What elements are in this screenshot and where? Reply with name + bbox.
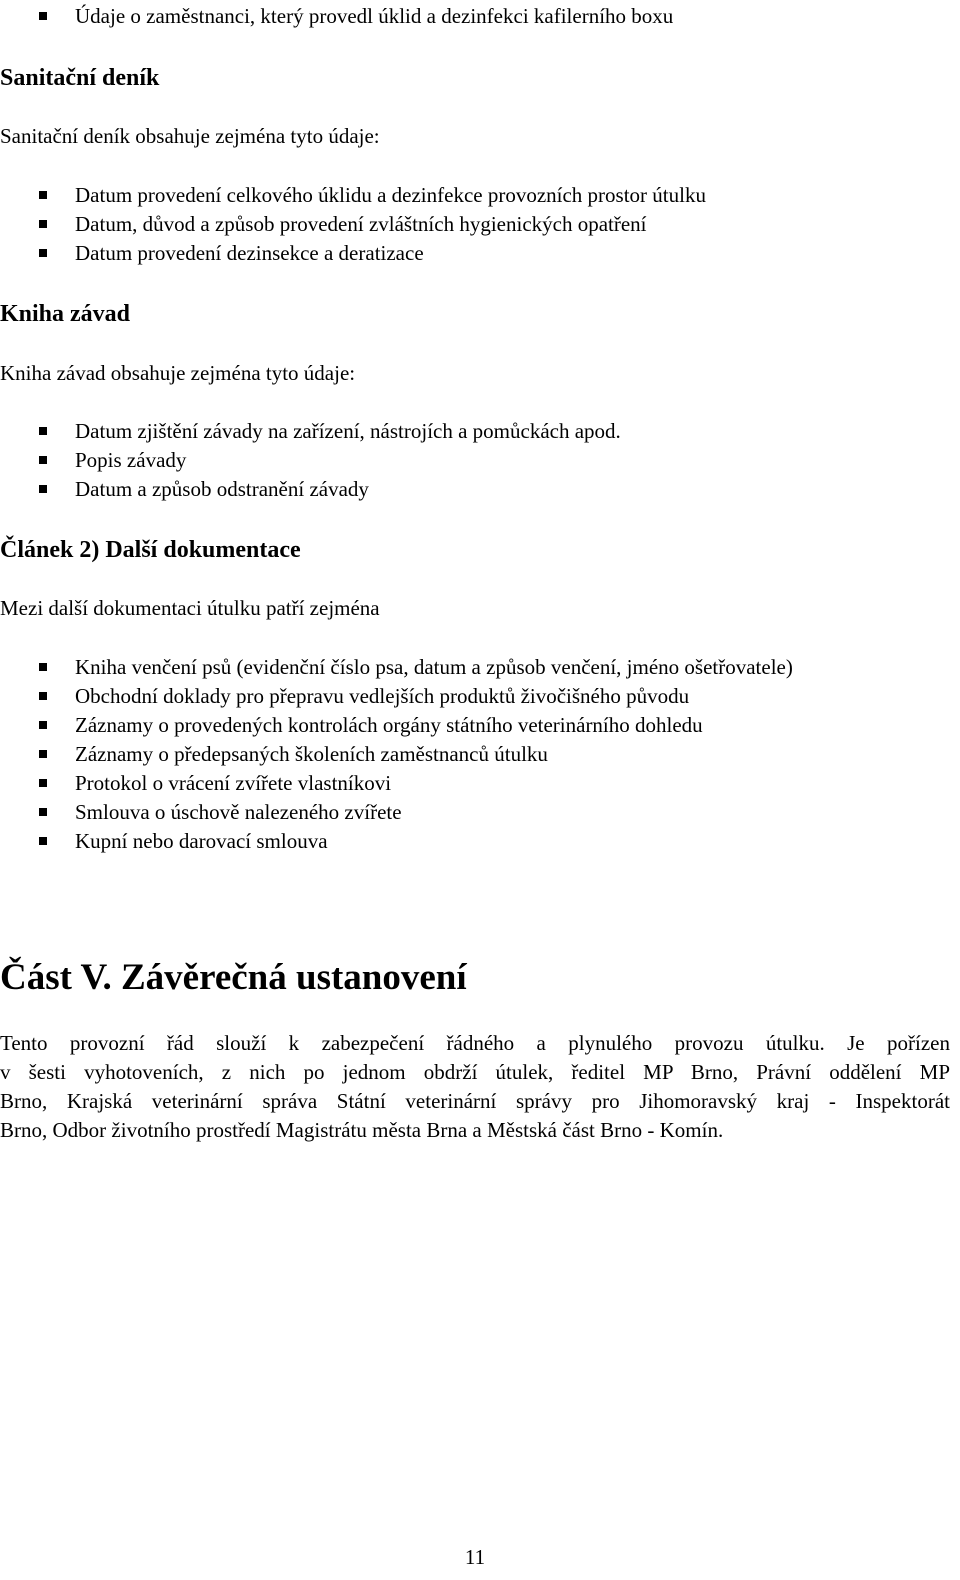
list-item <box>0 711 793 740</box>
list-item <box>0 653 793 682</box>
list-item-text: Datum a způsob odstranění závady <box>75 477 369 501</box>
square-bullet-icon <box>39 663 47 671</box>
square-bullet-icon <box>39 220 47 228</box>
square-bullet-icon <box>39 721 47 729</box>
list-item-text: Obchodní doklady pro přepravu vedlejších produktů živočišného původu <box>75 684 690 708</box>
section-heading-sanitacni-denik: Sanitační deník <box>0 65 160 91</box>
section-intro-kniha-zavad: Kniha závad obsahuje zejména tyto údaje: <box>0 361 356 385</box>
list-item-text: Údaje o zaměstnanci, který provedl úklid a dezinfekci kafilerního boxu <box>75 4 674 28</box>
list-item-text: Kniha venčení psů (evidenční číslo psa, datum a způsob venčení, jméno ošetřovatele) <box>75 655 793 679</box>
sanitacni-denik-list <box>0 181 706 268</box>
square-bullet-icon <box>39 808 47 816</box>
square-bullet-icon <box>39 456 47 464</box>
square-bullet-icon <box>39 249 47 257</box>
list-item-text: Protokol o vrácení zvířete vlastníkovi <box>75 771 392 795</box>
square-bullet-icon <box>39 779 47 787</box>
square-bullet-icon <box>39 750 47 758</box>
list-item-text: Datum zjištění závady na zařízení, nástrojích a pomůckách apod. <box>75 419 621 443</box>
part-heading-cast-v: Část V. Závěrečná ustanovení <box>0 957 467 998</box>
paragraph-line: Brno, Krajská veterinární správa Státní veterinární správy pro Jihomoravský kraj - Inspektorát <box>0 1089 950 1113</box>
paragraph-line: Tento provozní řád slouží k zabezpečení řádného a plynulého provozu útulku. Je pořízen <box>0 1031 950 1055</box>
square-bullet-icon <box>39 427 47 435</box>
list-item-text: Datum, důvod a způsob provedení zvláštních hygienických opatření <box>75 212 647 236</box>
list-item <box>0 682 793 711</box>
square-bullet-icon <box>39 837 47 845</box>
list-item-text: Záznamy o provedených kontrolách orgány státního veterinárního dohledu <box>75 713 703 737</box>
page-number: 11 <box>464 1545 486 1569</box>
list-item <box>0 210 706 239</box>
list-item-text: Popis závady <box>75 448 187 472</box>
top-bullet-list <box>0 2 673 31</box>
square-bullet-icon <box>39 485 47 493</box>
clanek-2-list <box>0 653 793 856</box>
list-item <box>0 239 706 268</box>
list-item <box>0 417 621 446</box>
square-bullet-icon <box>39 191 47 199</box>
list-item-text: Datum provedení celkového úklidu a dezinfekce provozních prostor útulku <box>75 183 706 207</box>
paragraph-line: v šesti vyhotoveních, z nich po jednom obdrží útulek, ředitel MP Brno, Právní oddělení MP <box>0 1060 950 1084</box>
square-bullet-icon <box>39 12 47 20</box>
closing-paragraph <box>0 1029 950 1145</box>
section-heading-clanek-2: Článek 2) Další dokumentace <box>0 537 301 563</box>
list-item-text: Datum provedení dezinsekce a deratizace <box>75 241 424 265</box>
square-bullet-icon <box>39 692 47 700</box>
list-item <box>0 740 793 769</box>
list-item-text: Kupní nebo darovací smlouva <box>75 829 328 853</box>
list-item-text: Smlouva o úschově nalezeného zvířete <box>75 800 402 824</box>
list-item <box>0 798 793 827</box>
kniha-zavad-list <box>0 417 621 504</box>
list-item <box>0 475 621 504</box>
paragraph-line: Brno, Odbor životního prostředí Magistrátu města Brna a Městská část Brno - Komín. <box>0 1118 724 1142</box>
list-item <box>0 2 673 31</box>
list-item <box>0 769 793 798</box>
section-intro-sanitacni-denik: Sanitační deník obsahuje zejména tyto údaje: <box>0 124 380 148</box>
list-item <box>0 446 621 475</box>
section-intro-clanek-2: Mezi další dokumentaci útulku patří zejména <box>0 596 380 620</box>
list-item <box>0 827 793 856</box>
list-item-text: Záznamy o předepsaných školeních zaměstnanců útulku <box>75 742 548 766</box>
section-heading-kniha-zavad: Kniha závad <box>0 301 131 327</box>
list-item <box>0 181 706 210</box>
